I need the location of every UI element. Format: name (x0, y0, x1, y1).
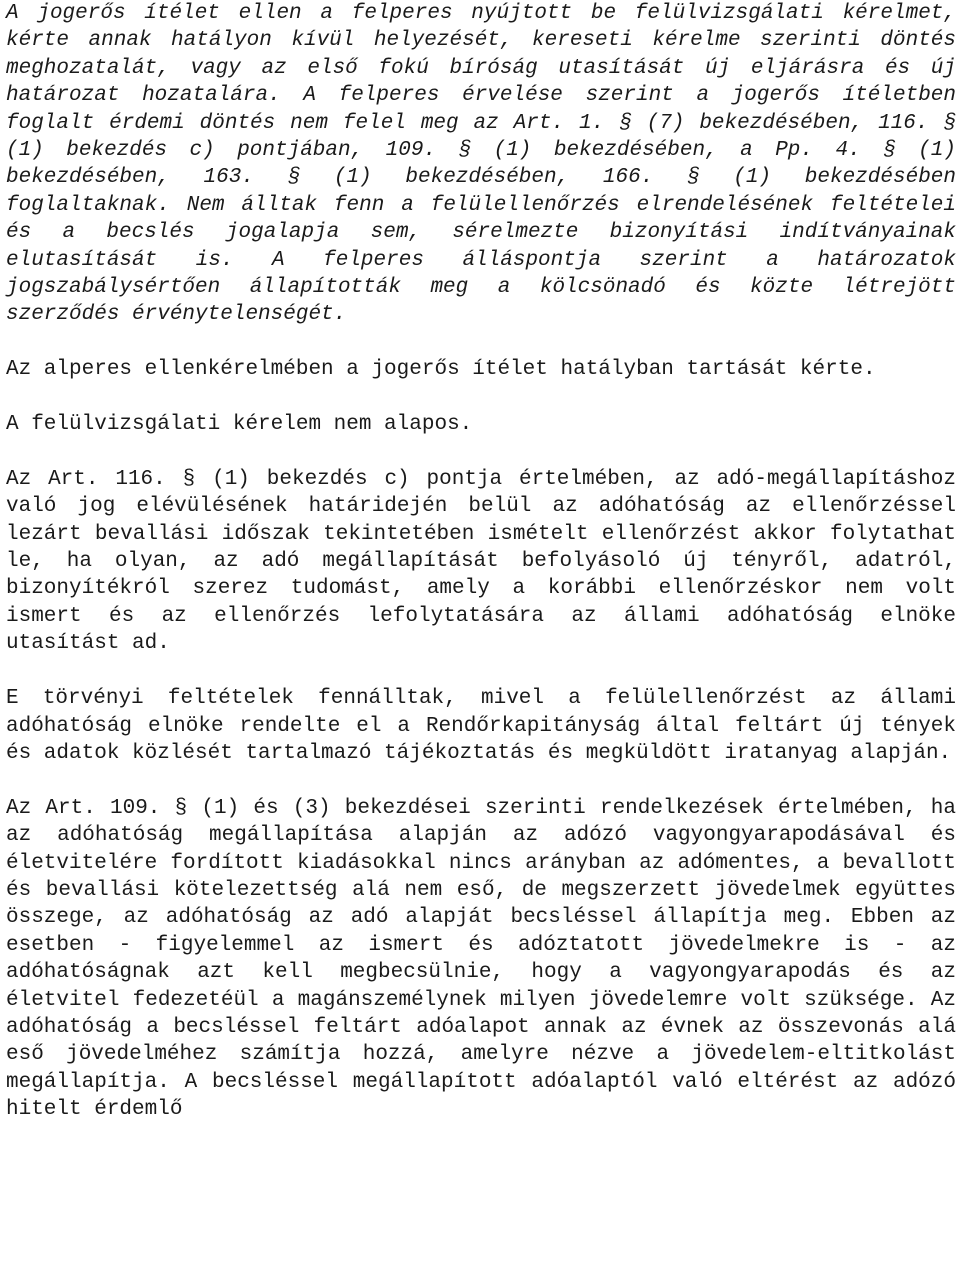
paragraph-conditions-met (6, 685, 956, 767)
paragraph-spacer (6, 384, 956, 411)
paragraph-text: A jogerős ítélet ellen a felperes nyújtott be felülvizsgálati kérelmet, kérte annak hatályon kívül helyezését, kereseti kérelme szerinti döntés meghozatalát, vagy az első fokú bíróság utasítását új eljárásra és új határozat hozatalára. A felperes érvelése szerint a jogerős ítéletben foglalt érdemi döntés nem felel meg az Art. 1. § (7) bekezdésében, 116. § (1) bekezdés c) pontjában, 109. § (1) bekezdésében, a Pp. 4. § (1) bekezdésében, 163. § (1) bekezdésében, 166. § (1) bekezdésében foglaltaknak. Nem álltak fenn a felülellenőrzés elrendelésének feltételei és a becslés jogalapja sem, sérelmezte bizonyítási indítványainak elutasítását is. A felperes álláspontja szerint a határozatok jogszabálysértően állapították meg a kölcsönadó és közte létrejött szerződés érvénytelenségét. (6, 2, 956, 327)
document-page (6, 0, 956, 1124)
paragraph-spacer (6, 438, 956, 465)
paragraph-text: E törvényi feltételek fennálltak, mivel a felülellenőrzést az állami adóhatóság elnöke rendelte el a Rendőrkapitányság által feltárt új tények és adatok közlését tartalmazó tájékoztatás és megküldött iratanyag alapján. (6, 687, 956, 765)
paragraph-art-116 (6, 466, 956, 658)
paragraph-spacer (6, 767, 956, 794)
paragraph-text: Az Art. 116. § (1) bekezdés c) pontja értelmében, az adó-megállapításhoz való jog elévülésének határidején belül az adóhatóság az ellenőrzéssel lezárt bevallási időszak tekintetében ismételt ellenőrzést akkor folytathat le, ha olyan, az adó megállapítását befolyásoló új tényről, adatról, bizonyítékról szerez tudomást, amely a korábbi ellenőrzéskor nem volt ismert és az ellenőrzés lefolytatására az állami adóhatóság elnöke utasítást ad. (6, 467, 956, 656)
paragraph-respondent-counter (6, 356, 956, 383)
paragraph-spacer (6, 658, 956, 685)
paragraph-review-request (6, 0, 956, 329)
paragraph-text: Az alperes ellenkérelmében a jogerős ítélet hatályban tartását kérte. (6, 358, 876, 382)
paragraph-spacer (6, 329, 956, 356)
paragraph-ruling (6, 411, 956, 438)
paragraph-text: A felülvizsgálati kérelem nem alapos. (6, 413, 473, 437)
paragraph-art-109 (6, 795, 956, 1124)
paragraph-text: Az Art. 109. § (1) és (3) bekezdései szerinti rendelkezések értelmében, ha az adóhatóság megállapítása alapján az adózó vagyongyarapodásával és életvitelére fordított kiadásokkal nincs arányban az adómentes, a bevallott és bevallási kötelezettség alá nem eső, de megszerzett jövedelmek együttes összege, az adóhatóság az adó alapját becsléssel állapítja meg. Ebben az esetben - figyelemmel az ismert és adóztatott jövedelmekre is - az adóhatóságnak azt kell megbecsülnie, hogy a vagyongyarapodás és az életvitel fedezetéül a magánszemélynek milyen jövedelemre volt szüksége. Az adóhatóság a becsléssel feltárt adóalapot annak az évnek az összevonás alá eső jövedelméhez számítja hozzá, amelyre nézve a jövedelem-eltitkolást megállapítja. A becsléssel megállapított adóalaptól való eltérést az adózó hitelt érdemlő (6, 796, 956, 1122)
